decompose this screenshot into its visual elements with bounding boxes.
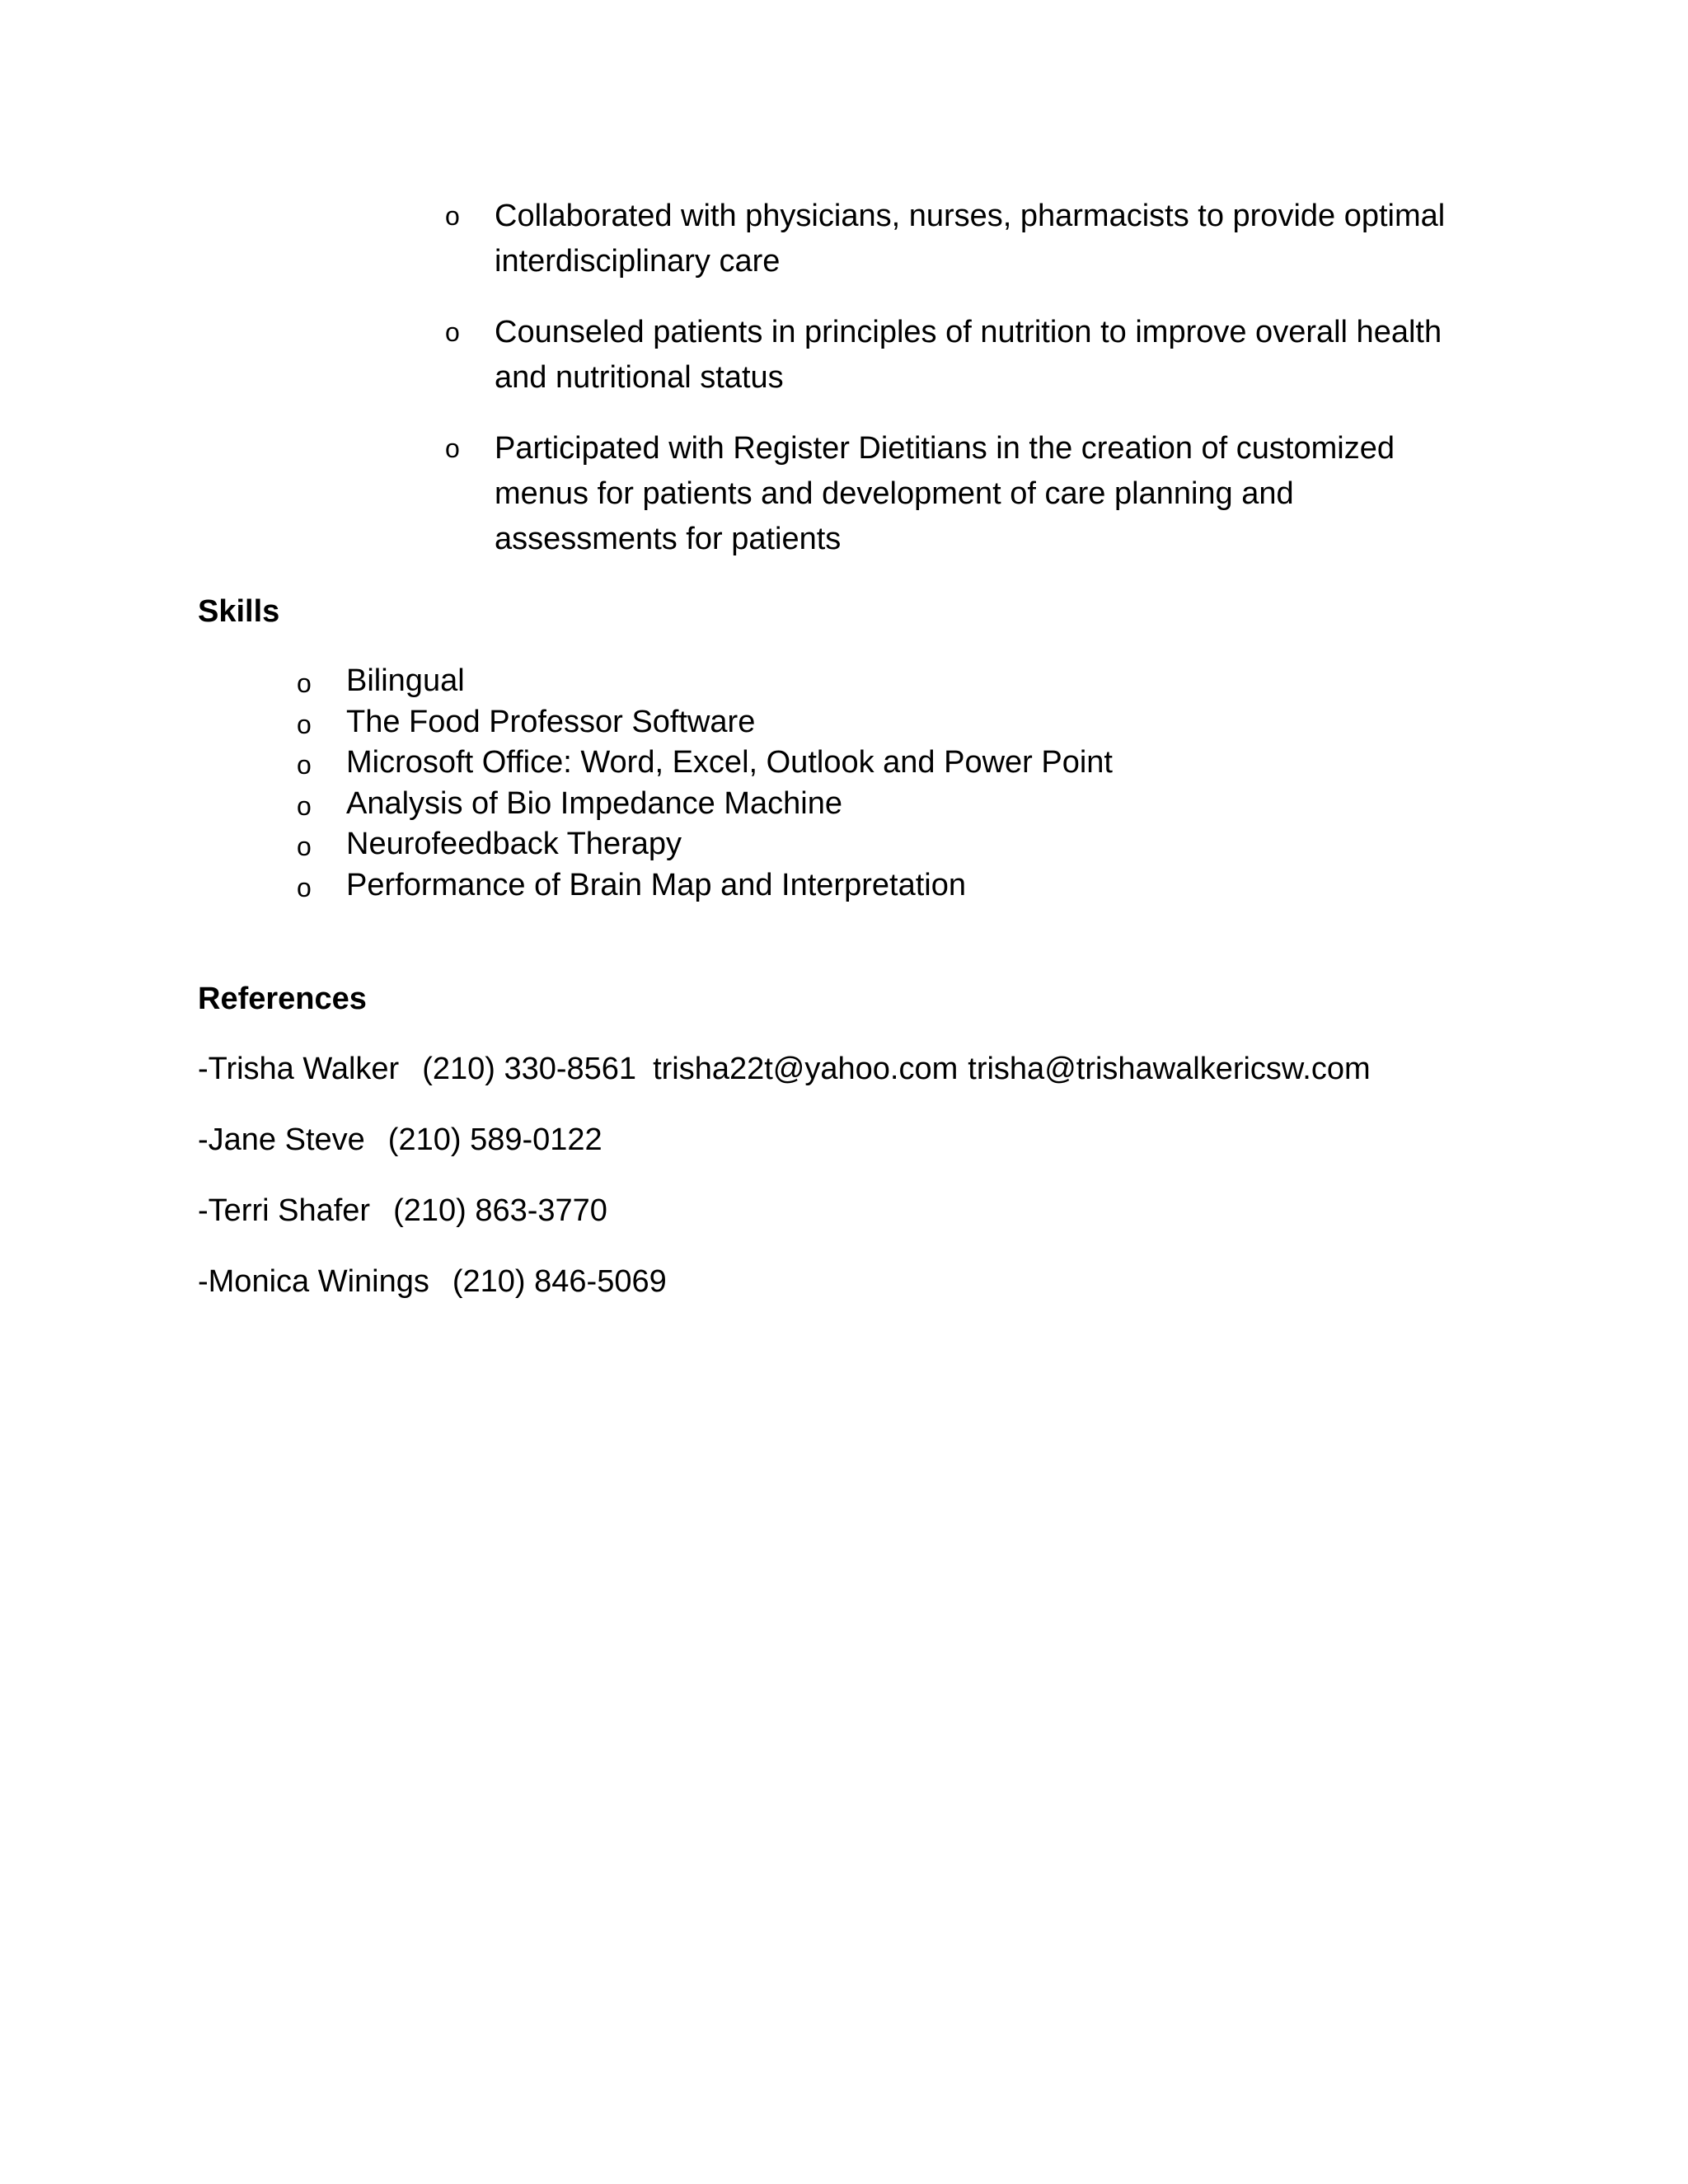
reference-email-secondary: trisha@trishawalkericsw.com xyxy=(968,1052,1371,1086)
duty-item xyxy=(445,310,1467,401)
skill-item xyxy=(297,702,1113,743)
duty-item xyxy=(445,426,1467,562)
skill-item xyxy=(297,743,1113,784)
references-heading: References xyxy=(198,982,367,1016)
reference-name: -Terri Shafer xyxy=(198,1193,371,1228)
reference-entry xyxy=(198,1118,1371,1163)
skill-text: Microsoft Office: Word, Excel, Outlook and Power Point xyxy=(346,745,1113,780)
skills-list xyxy=(297,661,1113,906)
reference-phone: (210) 846-5069 xyxy=(452,1264,667,1299)
bullet-marker: o xyxy=(297,668,312,698)
bullet-marker: o xyxy=(445,434,460,463)
skill-text: Analysis of Bio Impedance Machine xyxy=(346,785,842,821)
duty-text: Counseled patients in principles of nutrition to improve overall health and nutritional status xyxy=(495,315,1442,395)
reference-entry xyxy=(198,1047,1371,1092)
reference-entry xyxy=(198,1259,1371,1305)
skill-item xyxy=(297,784,1113,825)
skill-text: The Food Professor Software xyxy=(346,704,756,739)
bullet-marker: o xyxy=(445,201,460,231)
reference-phone: (210) 589-0122 xyxy=(387,1122,603,1157)
duty-item xyxy=(445,194,1467,284)
bullet-marker: o xyxy=(445,317,460,347)
skills-heading: Skills xyxy=(198,594,280,629)
bullet-marker: o xyxy=(297,790,312,821)
bullet-marker: o xyxy=(297,832,312,861)
reference-name: -Monica Winings xyxy=(198,1264,429,1299)
duty-text: Collaborated with physicians, nurses, pharmacists to provide optimal interdisciplinary care xyxy=(495,199,1446,279)
bullet-marker: o xyxy=(297,750,312,780)
experience-duties-list xyxy=(445,194,1467,588)
reference-name: -Jane Steve xyxy=(198,1122,365,1157)
duty-text: Participated with Register Dietitians in the creation of customized menus for patients and development of care planning and assessments for patients xyxy=(495,431,1395,556)
reference-email: trisha22t@yahoo.com xyxy=(653,1052,959,1086)
skill-text: Performance of Brain Map and Interpretation xyxy=(346,867,966,902)
skill-text: Neurofeedback Therapy xyxy=(346,827,682,861)
bullet-marker: o xyxy=(297,872,312,902)
reference-phone: (210) 330-8561 xyxy=(422,1052,637,1086)
reference-name: -Trisha Walker xyxy=(198,1052,400,1086)
skill-text: Bilingual xyxy=(346,663,465,698)
reference-phone: (210) 863-3770 xyxy=(393,1193,607,1228)
bullet-marker: o xyxy=(297,709,312,739)
skill-item xyxy=(297,824,1113,865)
reference-entry xyxy=(198,1188,1371,1234)
skill-item xyxy=(297,865,1113,907)
references-list xyxy=(198,1047,1371,1330)
skill-item xyxy=(297,661,1113,702)
